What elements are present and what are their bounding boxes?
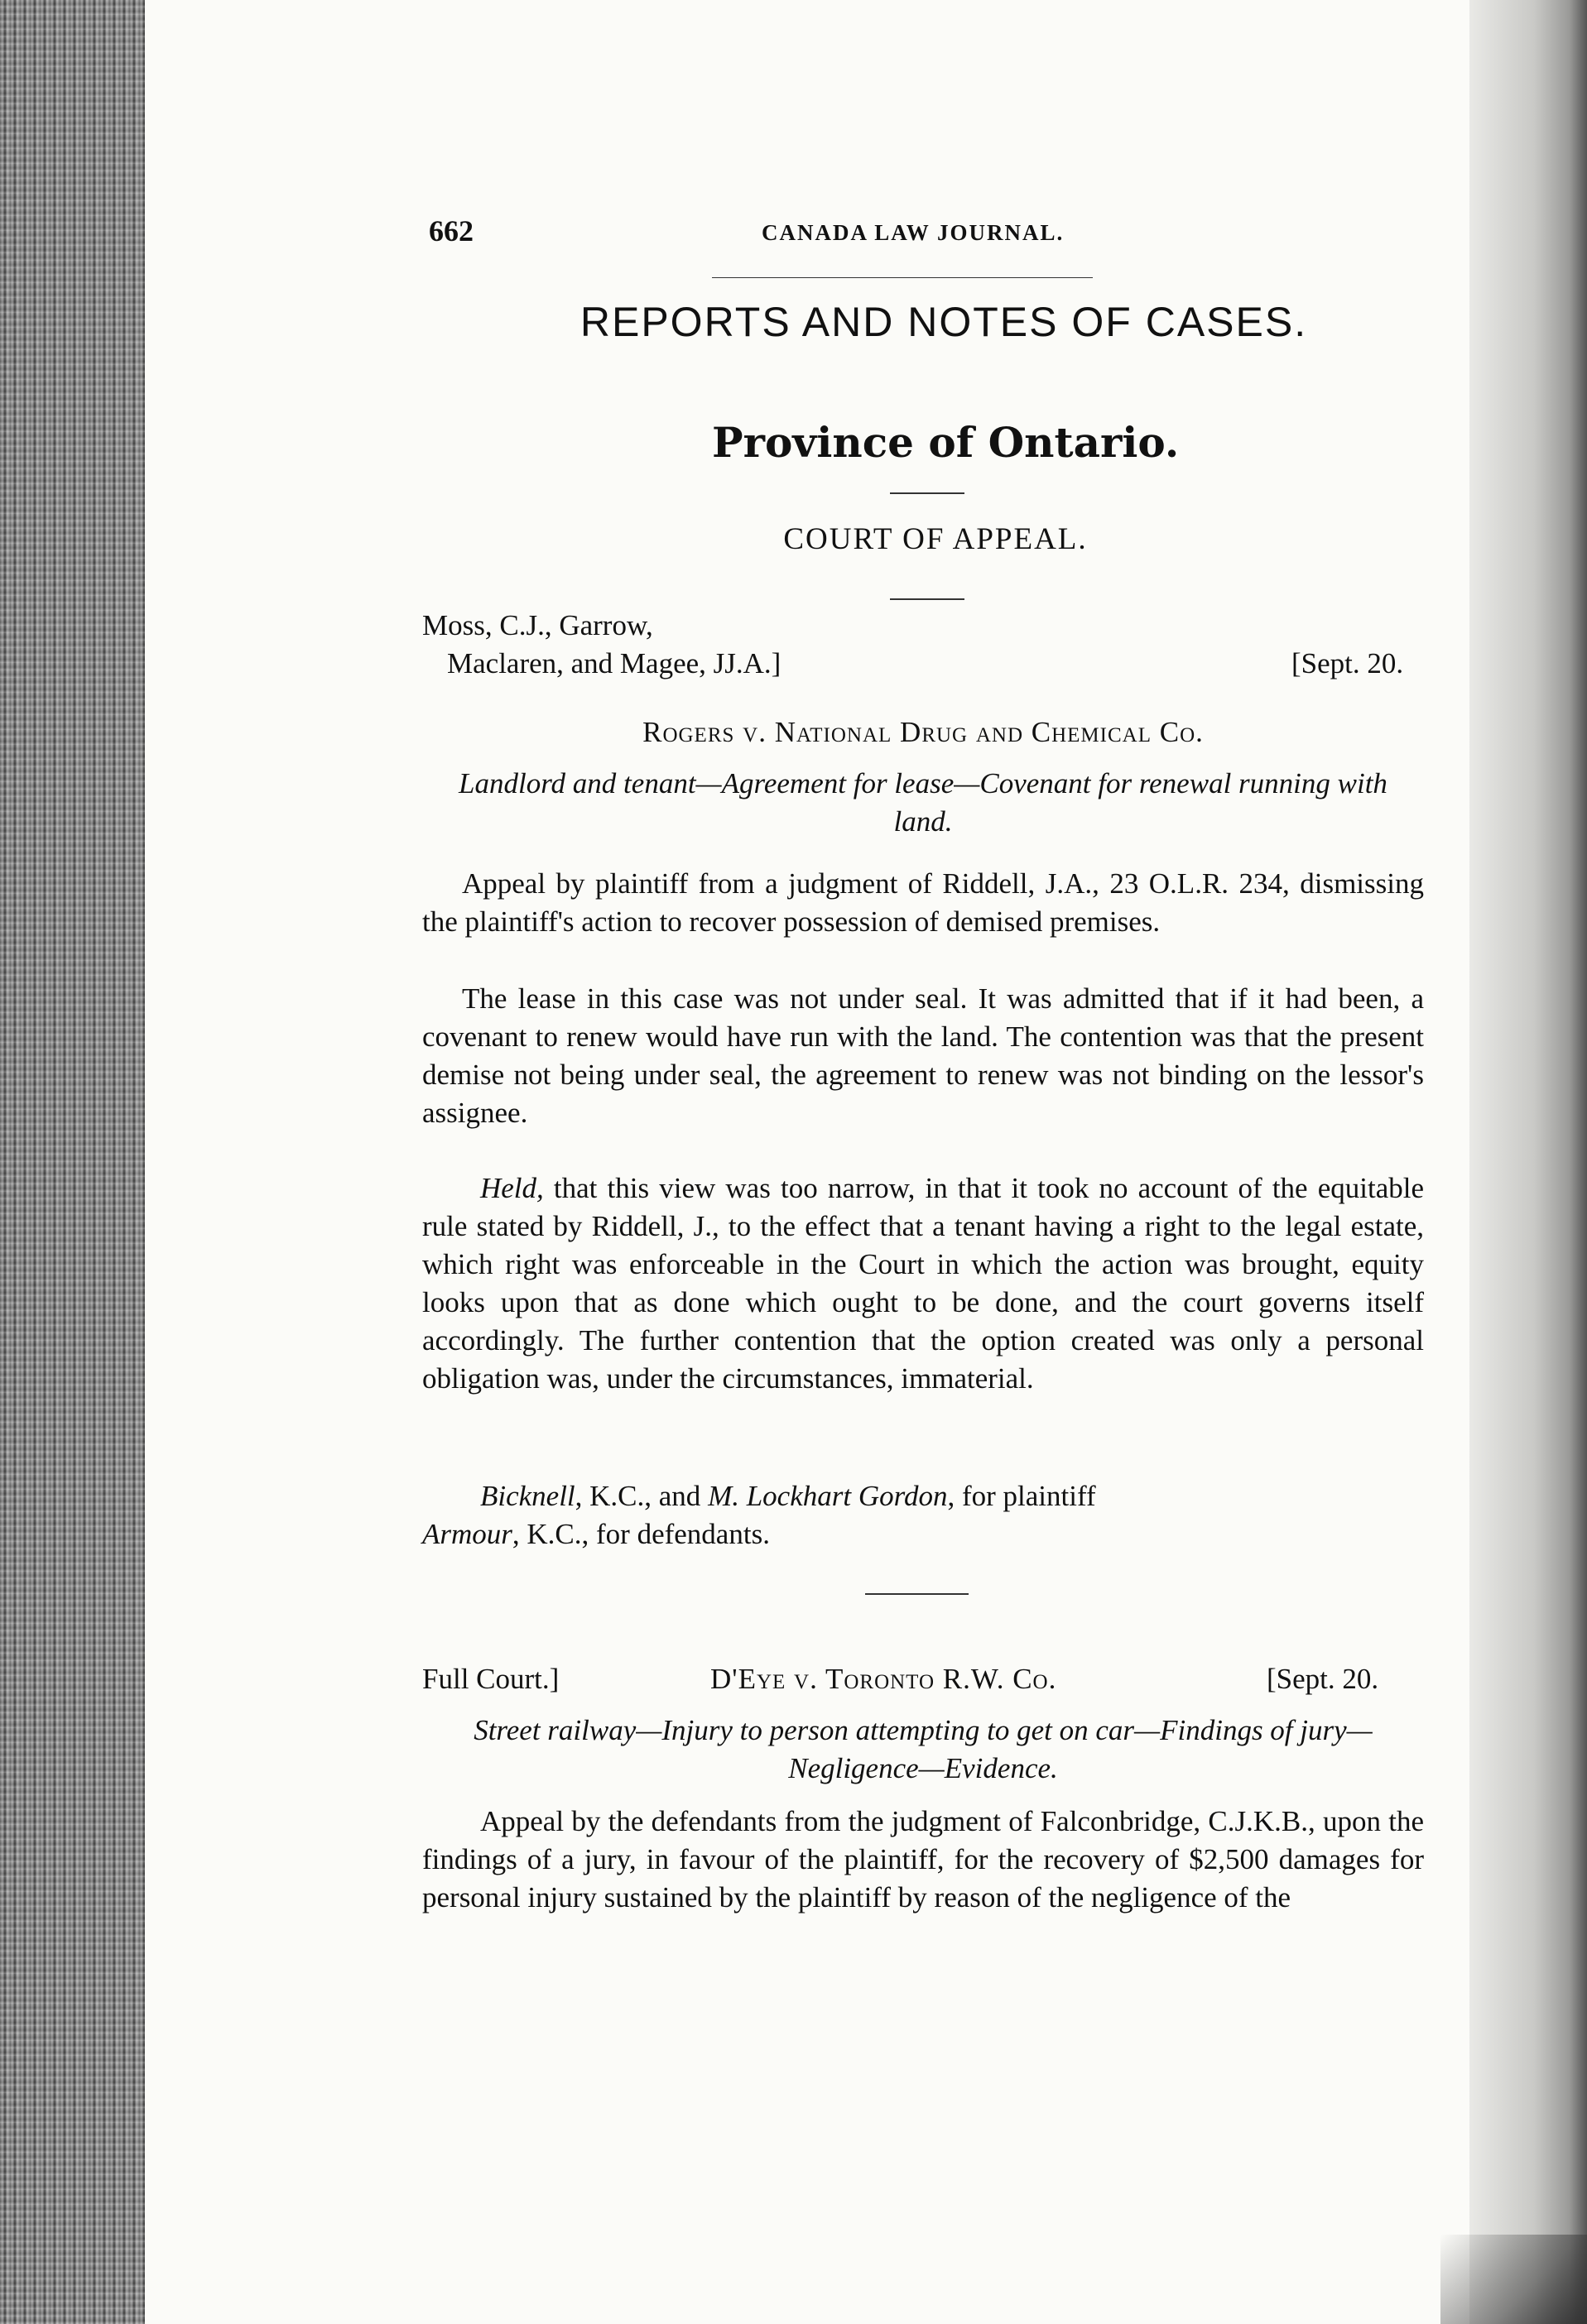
counsel-end-2: , K.C., for defendants.	[512, 1518, 770, 1550]
case1-bench	[422, 607, 1424, 683]
section-title: REPORTS AND NOTES OF CASES.	[579, 299, 1308, 345]
case1-headnote-text: Landlord and tenant—Agreement for lease—Covenant for renewal running with land.	[459, 767, 1387, 838]
case1-para1-text: Appeal by plaintiff from a judgment of Riddell, J.A., 23 O.L.R. 234, dismissing the plaintiff's action to recover possession of demised premises.	[422, 867, 1424, 938]
bench-line-1: Moss, C.J., Garrow,	[422, 609, 653, 641]
book-binding-edge	[0, 0, 145, 2324]
counsel-name-2: M. Lockhart Gordon	[708, 1480, 948, 1512]
case2-title: D'Eye v. Toronto R.W. Co.	[710, 1663, 1057, 1695]
case1-para2-text: The lease in this case was not under seal. It was admitted that if it had been, a covenant to renew would have run with the land. The contention was that the present demise not being under seal, the agreement to renew was not binding on the lessor's assignee.	[422, 982, 1424, 1129]
province-rule	[890, 492, 964, 494]
counsel-line-2	[422, 1515, 1424, 1553]
counsel-end-1: , for plaintiff	[947, 1480, 1096, 1512]
court-heading: COURT OF APPEAL.	[783, 522, 1088, 556]
case1-paragraph-1	[422, 865, 1424, 941]
case2-court: Full Court.]	[422, 1663, 560, 1695]
case2-date: [Sept. 20.	[1267, 1663, 1379, 1695]
counsel-mid: , K.C., and	[575, 1480, 709, 1512]
case1-date: [Sept. 20.	[1291, 647, 1404, 679]
case1-paragraph-2	[422, 980, 1424, 1132]
court-rule	[890, 598, 964, 600]
page-corner-shadow	[1440, 2235, 1587, 2324]
case-separator-rule	[865, 1593, 969, 1595]
page-right-edge-shadow	[1469, 0, 1587, 2324]
running-title: CANADA LAW JOURNAL.	[762, 220, 1065, 245]
header-rule	[712, 277, 1093, 278]
case2-headnote	[422, 1712, 1424, 1788]
case1-para3-text: that this view was too narrow, in that it took no account of the equitable rule stated by Riddell, J., to the effect that a tenant having a right to the legal estate, which right was enforceable in the Court in which the action was brought, equity looks upon that as done which ought to be done, and the court governs itself accordingly. The further contention that the option created was only a personal obligation was, under the circumstances, immaterial.	[422, 1172, 1424, 1395]
case1-title: Rogers v. National Drug and Chemical Co.	[642, 716, 1204, 748]
counsel-line-1	[480, 1477, 1424, 1515]
case1-headnote	[422, 765, 1424, 841]
case1-held-label: Held,	[480, 1172, 544, 1204]
counsel-name-3: Armour	[422, 1518, 512, 1550]
case2-paragraph-1	[422, 1803, 1424, 1917]
case1-counsel	[422, 1477, 1424, 1553]
bench-line-2: Maclaren, and Magee, JJ.A.]	[447, 647, 781, 679]
document-page	[145, 0, 1469, 2324]
case1-paragraph-3	[422, 1169, 1424, 1398]
page-number: 662	[429, 214, 474, 247]
province-heading: Province of Ontario.	[712, 418, 1180, 467]
case2-para1-text: Appeal by the defendants from the judgment of Falconbridge, C.J.K.B., upon the findings of a jury, in favour of the plaintiff, for the recovery of $2,500 damages for personal injury sustained by the plaintiff by reason of the negligence of the	[422, 1805, 1424, 1913]
case2-headnote-text: Street railway—Injury to person attempting to get on car—Findings of jury—Negligence—Evidence.	[474, 1714, 1373, 1784]
counsel-name-1: Bicknell	[480, 1480, 575, 1512]
